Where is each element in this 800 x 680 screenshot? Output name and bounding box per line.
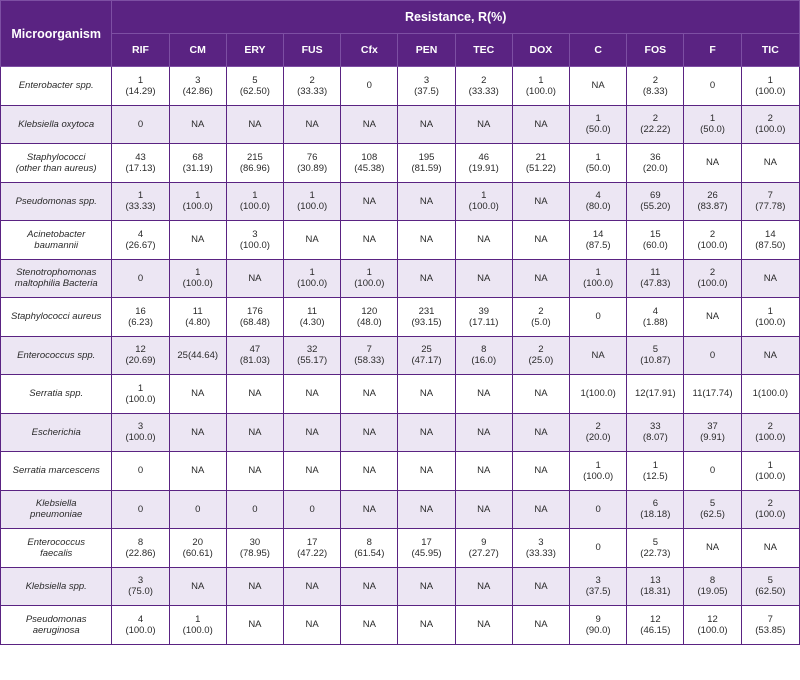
resistance-cell: 14 (87.5) — [570, 221, 627, 260]
resistance-cell: 1 (100.0) — [570, 259, 627, 298]
resistance-cell: 5 (22.73) — [627, 529, 684, 568]
resistance-cell: 1(100.0) — [741, 375, 799, 414]
resistance-cell: 0 — [570, 490, 627, 529]
resistance-cell: 69 (55.20) — [627, 182, 684, 221]
organism-cell: Pseudomonas spp. — [1, 182, 112, 221]
table-row — [1, 336, 800, 375]
table-row — [1, 567, 800, 606]
resistance-cell: NA — [455, 567, 512, 606]
resistance-cell: 7 (77.78) — [741, 182, 799, 221]
resistance-cell: NA — [512, 490, 569, 529]
resistance-cell: NA — [398, 259, 455, 298]
resistance-cell: 1 (100.0) — [169, 182, 226, 221]
resistance-cell: NA — [398, 567, 455, 606]
resistance-cell: 0 — [341, 67, 398, 106]
resistance-cell: 37 (9.91) — [684, 413, 741, 452]
resistance-cell: 1 (100.0) — [512, 67, 569, 106]
resistance-cell: 2 (20.0) — [570, 413, 627, 452]
resistance-cell: 7 (53.85) — [741, 606, 799, 645]
resistance-cell: 5 (62.50) — [741, 567, 799, 606]
resistance-cell: NA — [341, 606, 398, 645]
resistance-cell: NA — [341, 490, 398, 529]
resistance-cell: 3 (75.0) — [112, 567, 169, 606]
resistance-cell: 1 (100.0) — [112, 375, 169, 414]
resistance-cell: 9 (27.27) — [455, 529, 512, 568]
resistance-cell: NA — [398, 413, 455, 452]
resistance-cell: NA — [284, 413, 341, 452]
resistance-cell: NA — [455, 606, 512, 645]
resistance-cell: 215 (86.96) — [226, 144, 283, 183]
table-row — [1, 452, 800, 491]
resistance-cell: NA — [169, 567, 226, 606]
resistance-cell: NA — [284, 567, 341, 606]
resistance-cell: 39 (17.11) — [455, 298, 512, 337]
resistance-cell: 2 (100.0) — [741, 413, 799, 452]
resistance-cell: 8 (22.86) — [112, 529, 169, 568]
resistance-cell: 1 (50.0) — [684, 105, 741, 144]
resistance-cell: 25(44.64) — [169, 336, 226, 375]
antibiotic-header-rif: RIF — [112, 34, 169, 67]
resistance-cell: 1 (50.0) — [570, 105, 627, 144]
resistance-cell: 0 — [684, 67, 741, 106]
resistance-cell: 47 (81.03) — [226, 336, 283, 375]
resistance-cell: NA — [341, 413, 398, 452]
table-row — [1, 259, 800, 298]
resistance-cell: NA — [341, 182, 398, 221]
antibiotic-header-dox: DOX — [512, 34, 569, 67]
resistance-cell: 16 (6.23) — [112, 298, 169, 337]
resistance-cell: NA — [741, 529, 799, 568]
antibiotic-header-fus: FUS — [284, 34, 341, 67]
resistance-cell: 2 (33.33) — [284, 67, 341, 106]
resistance-cell: NA — [684, 144, 741, 183]
resistance-cell: 0 — [112, 490, 169, 529]
organism-cell: Serratia marcescens — [1, 452, 112, 491]
resistance-cell: 46 (19.91) — [455, 144, 512, 183]
resistance-cell: 17 (47.22) — [284, 529, 341, 568]
table-row — [1, 606, 800, 645]
resistance-cell: NA — [398, 221, 455, 260]
table-row — [1, 413, 800, 452]
resistance-cell: 1 (100.0) — [455, 182, 512, 221]
resistance-cell: NA — [398, 606, 455, 645]
resistance-cell: 2 (33.33) — [455, 67, 512, 106]
resistance-cell: NA — [512, 452, 569, 491]
resistance-cell: 3 (100.0) — [226, 221, 283, 260]
resistance-cell: 1 (100.0) — [341, 259, 398, 298]
resistance-cell: 1 (100.0) — [169, 259, 226, 298]
resistance-cell: 5 (62.50) — [226, 67, 283, 106]
organism-cell: Pseudomonas aeruginosa — [1, 606, 112, 645]
organism-column-header: Microorganism — [1, 1, 112, 67]
resistance-cell: NA — [341, 452, 398, 491]
resistance-cell: NA — [684, 298, 741, 337]
resistance-cell: NA — [570, 336, 627, 375]
organism-cell: Enterococcus spp. — [1, 336, 112, 375]
resistance-cell: 43 (17.13) — [112, 144, 169, 183]
resistance-cell: NA — [226, 259, 283, 298]
resistance-cell: NA — [512, 182, 569, 221]
resistance-cell: 0 — [112, 259, 169, 298]
resistance-cell: 1 (100.0) — [741, 452, 799, 491]
resistance-cell: 11 (4.30) — [284, 298, 341, 337]
resistance-cell: NA — [512, 413, 569, 452]
resistance-cell: 11(17.74) — [684, 375, 741, 414]
resistance-cell: 120 (48.0) — [341, 298, 398, 337]
resistance-cell: 21 (51.22) — [512, 144, 569, 183]
resistance-cell: NA — [455, 452, 512, 491]
resistance-cell: NA — [398, 105, 455, 144]
resistance-cell: 3 (100.0) — [112, 413, 169, 452]
resistance-cell: 1 (14.29) — [112, 67, 169, 106]
resistance-cell: 0 — [169, 490, 226, 529]
table-row — [1, 298, 800, 337]
resistance-cell: 1 (100.0) — [570, 452, 627, 491]
resistance-cell: NA — [570, 67, 627, 106]
resistance-cell: 36 (20.0) — [627, 144, 684, 183]
organism-cell: Acinetobacter baumannii — [1, 221, 112, 260]
antibiotic-header-cfx: Cfx — [341, 34, 398, 67]
resistance-cell: NA — [169, 221, 226, 260]
organism-cell: Klebsiella pneumoniae — [1, 490, 112, 529]
resistance-cell: NA — [398, 375, 455, 414]
resistance-cell: 0 — [112, 105, 169, 144]
resistance-cell: 2 (25.0) — [512, 336, 569, 375]
table-body — [1, 67, 800, 645]
resistance-cell: NA — [455, 413, 512, 452]
resistance-cell: NA — [455, 105, 512, 144]
resistance-cell: 2 (100.0) — [684, 259, 741, 298]
resistance-cell: 5 (62.5) — [684, 490, 741, 529]
resistance-cell: NA — [169, 413, 226, 452]
resistance-cell: 0 — [284, 490, 341, 529]
table-row — [1, 144, 800, 183]
resistance-cell: NA — [226, 606, 283, 645]
resistance-cell: 1 (12.5) — [627, 452, 684, 491]
resistance-cell: 20 (60.61) — [169, 529, 226, 568]
resistance-cell: 2 (22.22) — [627, 105, 684, 144]
resistance-cell: NA — [341, 221, 398, 260]
resistance-cell: 5 (10.87) — [627, 336, 684, 375]
resistance-cell: NA — [455, 221, 512, 260]
resistance-cell: NA — [455, 375, 512, 414]
resistance-cell: NA — [455, 259, 512, 298]
antibiotic-header-c: C — [570, 34, 627, 67]
resistance-cell: 3 (33.33) — [512, 529, 569, 568]
resistance-cell: NA — [741, 259, 799, 298]
resistance-cell: 1 (100.0) — [169, 606, 226, 645]
resistance-cell: 4 (100.0) — [112, 606, 169, 645]
resistance-group-header: Resistance, R(%) — [112, 1, 800, 34]
resistance-cell: 68 (31.19) — [169, 144, 226, 183]
resistance-cell: NA — [741, 336, 799, 375]
table-row — [1, 67, 800, 106]
resistance-cell: 32 (55.17) — [284, 336, 341, 375]
resistance-cell: 33 (8.07) — [627, 413, 684, 452]
table-row — [1, 375, 800, 414]
resistance-cell: NA — [226, 105, 283, 144]
resistance-cell: 12 (46.15) — [627, 606, 684, 645]
organism-cell: Staphylococci aureus — [1, 298, 112, 337]
resistance-cell: 4 (26.67) — [112, 221, 169, 260]
resistance-cell: NA — [226, 375, 283, 414]
resistance-cell: NA — [226, 413, 283, 452]
resistance-cell: 108 (45.38) — [341, 144, 398, 183]
resistance-cell: 25 (47.17) — [398, 336, 455, 375]
resistance-cell: 1 (100.0) — [741, 298, 799, 337]
resistance-cell: 1 (100.0) — [284, 259, 341, 298]
resistance-cell: 11 (47.83) — [627, 259, 684, 298]
resistance-cell: 0 — [684, 452, 741, 491]
resistance-cell: 7 (58.33) — [341, 336, 398, 375]
resistance-cell: 15 (60.0) — [627, 221, 684, 260]
antibiotic-header-tec: TEC — [455, 34, 512, 67]
resistance-cell: 30 (78.95) — [226, 529, 283, 568]
resistance-cell: 1 (100.0) — [284, 182, 341, 221]
resistance-cell: NA — [398, 490, 455, 529]
resistance-cell: NA — [284, 221, 341, 260]
resistance-cell: NA — [341, 375, 398, 414]
resistance-cell: NA — [284, 375, 341, 414]
resistance-cell: NA — [169, 375, 226, 414]
resistance-cell: 76 (30.89) — [284, 144, 341, 183]
resistance-cell: NA — [169, 452, 226, 491]
resistance-cell: 1 (50.0) — [570, 144, 627, 183]
resistance-cell: 195 (81.59) — [398, 144, 455, 183]
resistance-cell: NA — [284, 606, 341, 645]
resistance-cell: 4 (1.88) — [627, 298, 684, 337]
antibiotic-header-tic: TIC — [741, 34, 799, 67]
resistance-cell: 12 (100.0) — [684, 606, 741, 645]
table-header — [1, 1, 800, 67]
organism-cell: Stenotrophomonas maltophilia Bacteria — [1, 259, 112, 298]
resistance-cell: 2 (5.0) — [512, 298, 569, 337]
resistance-cell: NA — [512, 105, 569, 144]
organism-cell: Staphylococci (other than aureus) — [1, 144, 112, 183]
resistance-cell: 0 — [226, 490, 283, 529]
antibiotic-header-row — [1, 34, 800, 67]
resistance-cell: 231 (93.15) — [398, 298, 455, 337]
antibiotic-header-pen: PEN — [398, 34, 455, 67]
resistance-cell: NA — [512, 606, 569, 645]
antibiotic-header-ery: ERY — [226, 34, 283, 67]
antibiotic-header-cm: CM — [169, 34, 226, 67]
resistance-cell: 17 (45.95) — [398, 529, 455, 568]
resistance-cell: 2 (8.33) — [627, 67, 684, 106]
header-row-top — [1, 1, 800, 34]
resistance-cell: 3 (37.5) — [570, 567, 627, 606]
resistance-cell: 12(17.91) — [627, 375, 684, 414]
resistance-cell: 3 (42.86) — [169, 67, 226, 106]
resistance-cell: 3 (37.5) — [398, 67, 455, 106]
resistance-cell: 0 — [684, 336, 741, 375]
resistance-cell: 9 (90.0) — [570, 606, 627, 645]
resistance-cell: 14 (87.50) — [741, 221, 799, 260]
resistance-cell: 11 (4.80) — [169, 298, 226, 337]
resistance-cell: 1(100.0) — [570, 375, 627, 414]
organism-cell: Serratia spp. — [1, 375, 112, 414]
table-row — [1, 529, 800, 568]
table-row — [1, 182, 800, 221]
table-row — [1, 490, 800, 529]
resistance-cell: 13 (18.31) — [627, 567, 684, 606]
resistance-cell: 1 (33.33) — [112, 182, 169, 221]
resistance-cell: 2 (100.0) — [684, 221, 741, 260]
resistance-cell: NA — [341, 567, 398, 606]
organism-cell: Klebsiella oxytoca — [1, 105, 112, 144]
resistance-cell: NA — [512, 567, 569, 606]
table-row — [1, 221, 800, 260]
resistance-cell: 2 (100.0) — [741, 490, 799, 529]
resistance-cell: NA — [226, 452, 283, 491]
resistance-cell: 26 (83.87) — [684, 182, 741, 221]
antibiotic-header-f: F — [684, 34, 741, 67]
organism-cell: Escherichia — [1, 413, 112, 452]
resistance-cell: 176 (68.48) — [226, 298, 283, 337]
resistance-cell: NA — [284, 452, 341, 491]
resistance-cell: 0 — [112, 452, 169, 491]
organism-cell: Enterobacter spp. — [1, 67, 112, 106]
table-row — [1, 105, 800, 144]
resistance-cell: 8 (16.0) — [455, 336, 512, 375]
resistance-cell: 1 (100.0) — [226, 182, 283, 221]
resistance-cell: 1 (100.0) — [741, 67, 799, 106]
resistance-cell: NA — [455, 490, 512, 529]
antibiotic-header-fos: FOS — [627, 34, 684, 67]
resistance-cell: NA — [741, 144, 799, 183]
resistance-cell: NA — [226, 567, 283, 606]
resistance-cell: NA — [169, 105, 226, 144]
resistance-cell: NA — [398, 452, 455, 491]
resistance-cell: NA — [684, 529, 741, 568]
resistance-cell: NA — [341, 105, 398, 144]
resistance-cell: 2 (100.0) — [741, 105, 799, 144]
resistance-cell: NA — [512, 375, 569, 414]
resistance-cell: NA — [284, 105, 341, 144]
resistance-cell: 0 — [570, 529, 627, 568]
resistance-cell: 12 (20.69) — [112, 336, 169, 375]
resistance-cell: 8 (61.54) — [341, 529, 398, 568]
resistance-cell: NA — [512, 221, 569, 260]
resistance-cell: 8 (19.05) — [684, 567, 741, 606]
organism-cell: Enterococcus faecalis — [1, 529, 112, 568]
resistance-cell: NA — [512, 259, 569, 298]
resistance-cell: NA — [398, 182, 455, 221]
resistance-cell: 0 — [570, 298, 627, 337]
organism-cell: Klebsiella spp. — [1, 567, 112, 606]
resistance-cell: 6 (18.18) — [627, 490, 684, 529]
resistance-cell: 4 (80.0) — [570, 182, 627, 221]
